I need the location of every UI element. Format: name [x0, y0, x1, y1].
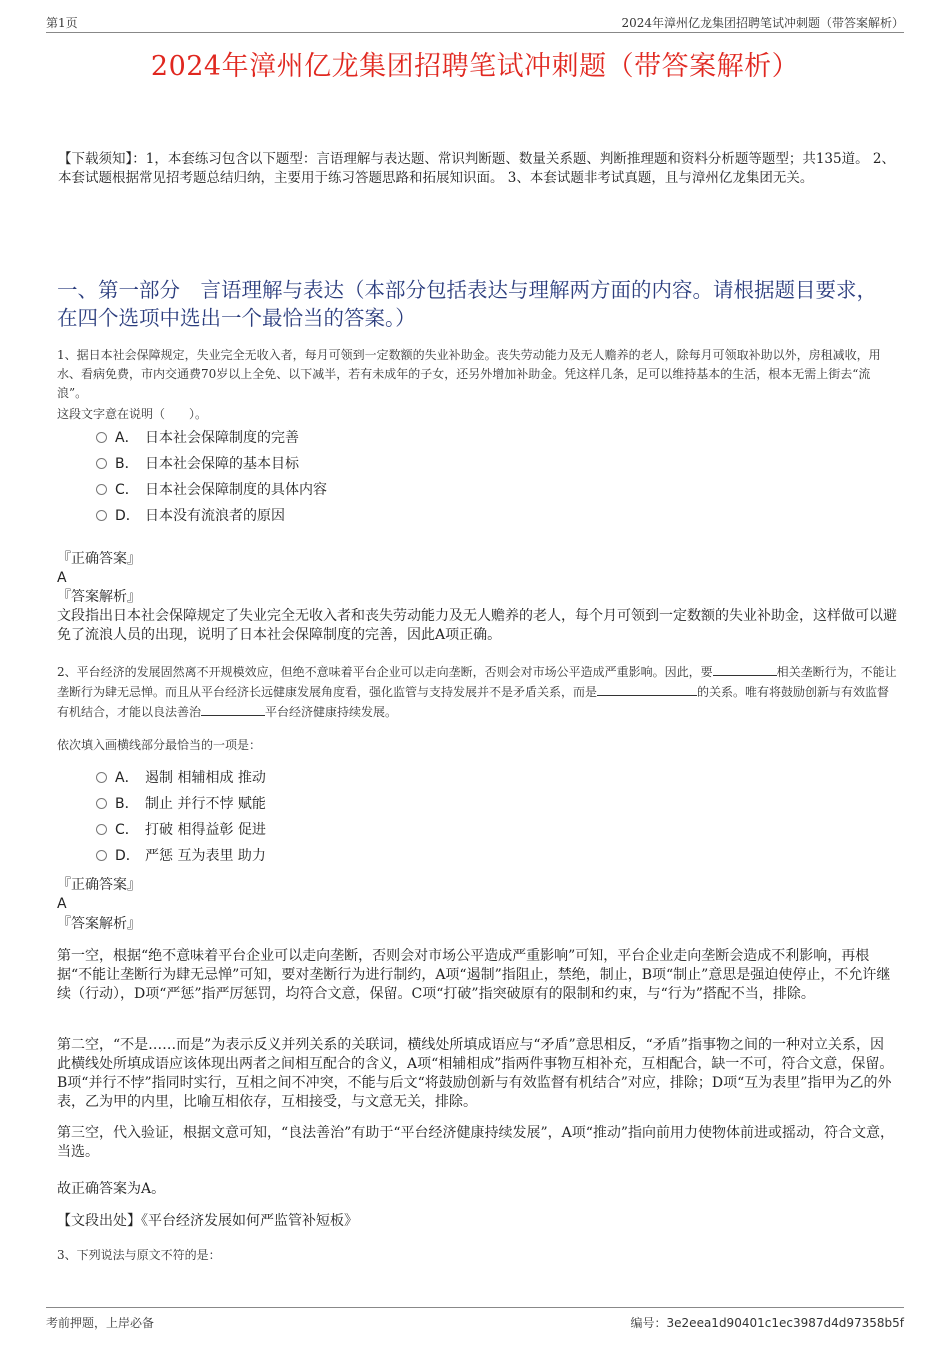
page-header	[46, 14, 904, 33]
document-title: 2024年漳州亿龙集团招聘笔试冲刺题（带答案解析）	[150, 51, 800, 82]
question-2-answer-label: 『正确答案』	[57, 877, 141, 893]
question-3-stem: 3、下列说法与原文不符的是：	[57, 1248, 221, 1262]
radio-icon[interactable]	[96, 772, 107, 783]
radio-icon[interactable]	[96, 484, 107, 495]
page-number: 第1页	[46, 16, 78, 30]
question-1-option-a[interactable]: A． 日本社会保障制度的完善	[96, 425, 327, 451]
footer-slogan: 考前押题，上岸必备	[46, 1316, 155, 1330]
question-2-option-a[interactable]: A． 遏制 相辅相成 推动	[96, 765, 266, 791]
question-1-prompt: 这段文字意在说明（ ）。	[57, 407, 208, 421]
radio-icon[interactable]	[96, 850, 107, 861]
question-1-answer-label: 『正确答案』	[57, 551, 141, 567]
header-doc-title: 2024年漳州亿龙集团招聘笔试冲刺题（带答案解析）	[621, 16, 904, 30]
question-2-options	[96, 765, 266, 869]
radio-icon[interactable]	[96, 798, 107, 809]
question-1-option-c[interactable]: C． 日本社会保障制度的具体内容	[96, 477, 327, 503]
question-2-source: 【文段出处】《平台经济发展如何严监管补短板》	[57, 1213, 358, 1229]
question-2-option-c[interactable]: C． 打破 相得益彰 促进	[96, 817, 266, 843]
question-2-stem: 2、平台经济的发展固然离不开规模效应，但绝不意味着平台企业可以走向垄断，否则会对市场公平造成严重影响。因此，要 相关垄断行为，不能让垄断行为肆无忌惮。而且从平台经济长远健康发展角度看，强化监管与支持发展并不是矛盾关系，而是 的关系。唯有将鼓励创新与有效监督有机结合，才能以良法善治 平台经济健康持续发展。	[57, 662, 897, 722]
download-notice: 【下载须知】：1，本套练习包含以下题型：言语理解与表达题、常识判断题、数量关系题、判断推理题和资料分析题等题型；共135道。 2、本套试题根据常见招考题总结归纳，主要用于练习答题思路和拓展知识面。 3、本套试题非考试真题，且与漳州亿龙集团无关。	[58, 151, 895, 186]
question-1-option-d[interactable]: D． 日本没有流浪者的原因	[96, 503, 327, 529]
question-2-analysis-p1: 第一空，根据“绝不意味着平台企业可以走向垄断，否则会对市场公平造成严重影响”可知，平台企业走向垄断会造成不利影响，再根据“不能让垄断行为肆无忌惮”可知，要对垄断行为进行制约，A项“遏制”指阻止，禁绝，制止，B项“制止”意思是强迫使停止，不允许继续（行动），D项“严惩”指严厉惩罚，均符合文意，保留。C项“打破”指突破原有的限制和约束，与“行为”搭配不当，排除。	[57, 948, 891, 1002]
question-2-analysis-p4: 故正确答案为A。	[57, 1181, 166, 1197]
question-2-option-b[interactable]: B． 制止 并行不悖 赋能	[96, 791, 266, 817]
page-footer	[46, 1307, 904, 1328]
question-1-analysis: 文段指出日本社会保障规定了失业完全无收入者和丧失劳动能力及无人赡养的老人，每个月可领到一定数额的失业补助金，这样做可以避免了流浪人员的出现，说明了日本社会保障制度的完善，因此A项正确。	[57, 608, 897, 643]
question-1-answer: A	[57, 570, 67, 586]
radio-icon[interactable]	[96, 510, 107, 521]
question-2-analysis-p2: 第二空，“不是……而是”为表示反义并列关系的关联词，横线处所填成语应与“矛盾”意思相反，“矛盾”指事物之间的一种对立关系，因此横线处所填成语应该体现出两者之间相互配合的含义，A项“相辅相成”指两件事物互相补充，互相配合，缺一不可，符合文意，保留。B项“并行不悖”指同时实行，互相之间不冲突，不能与后文“将鼓励创新与有效监督有机结合”对应，排除；D项“互为表里”指甲为乙的外表，乙为甲的内里，比喻互相依存，互相接受，与文意无关，排除。	[57, 1037, 894, 1110]
section-title: 一、第一部分 言语理解与表达（本部分包括表达与理解两方面的内容。请根据题目要求，在四个选项中选出一个最恰当的答案。）	[57, 278, 877, 330]
fill-blank-1	[713, 662, 777, 676]
question-1-stem: 1、据日本社会保障规定，失业完全无收入者，每月可领到一定数额的失业补助金。丧失劳动能力及无人赡养的老人，除每月可领取补助以外，房租减收，用水、看病免费，市内交通费70岁以上全免、以下减半，若有未成年的子女，还另外增加补助金。凭这样几条，足可以维持基本的生活，根本无需上街去“流浪”。	[57, 348, 881, 400]
question-2-option-d[interactable]: D． 严惩 互为表里 助力	[96, 843, 266, 869]
fill-blank-2	[597, 682, 697, 696]
question-2-answer: A	[57, 896, 67, 912]
question-2-prompt: 依次填入画横线部分最恰当的一项是：	[57, 738, 262, 752]
fill-blank-3	[201, 702, 265, 716]
question-1-analysis-label: 『答案解析』	[57, 589, 141, 605]
footer-code: 编号：3e2eea1d90401c1ec3987d4d97358b5f	[630, 1316, 904, 1330]
radio-icon[interactable]	[96, 458, 107, 469]
question-2-analysis-p3: 第三空，代入验证，根据文意可知，“良法善治”有助于“平台经济健康持续发展”，A项“推动”指向前用力使物体前进或摇动，符合文意，当选。	[57, 1125, 895, 1160]
question-1-option-b[interactable]: B． 日本社会保障的基本目标	[96, 451, 327, 477]
radio-icon[interactable]	[96, 824, 107, 835]
radio-icon[interactable]	[96, 432, 107, 443]
question-1-options	[96, 425, 327, 529]
question-2-analysis-label: 『答案解析』	[57, 916, 141, 932]
